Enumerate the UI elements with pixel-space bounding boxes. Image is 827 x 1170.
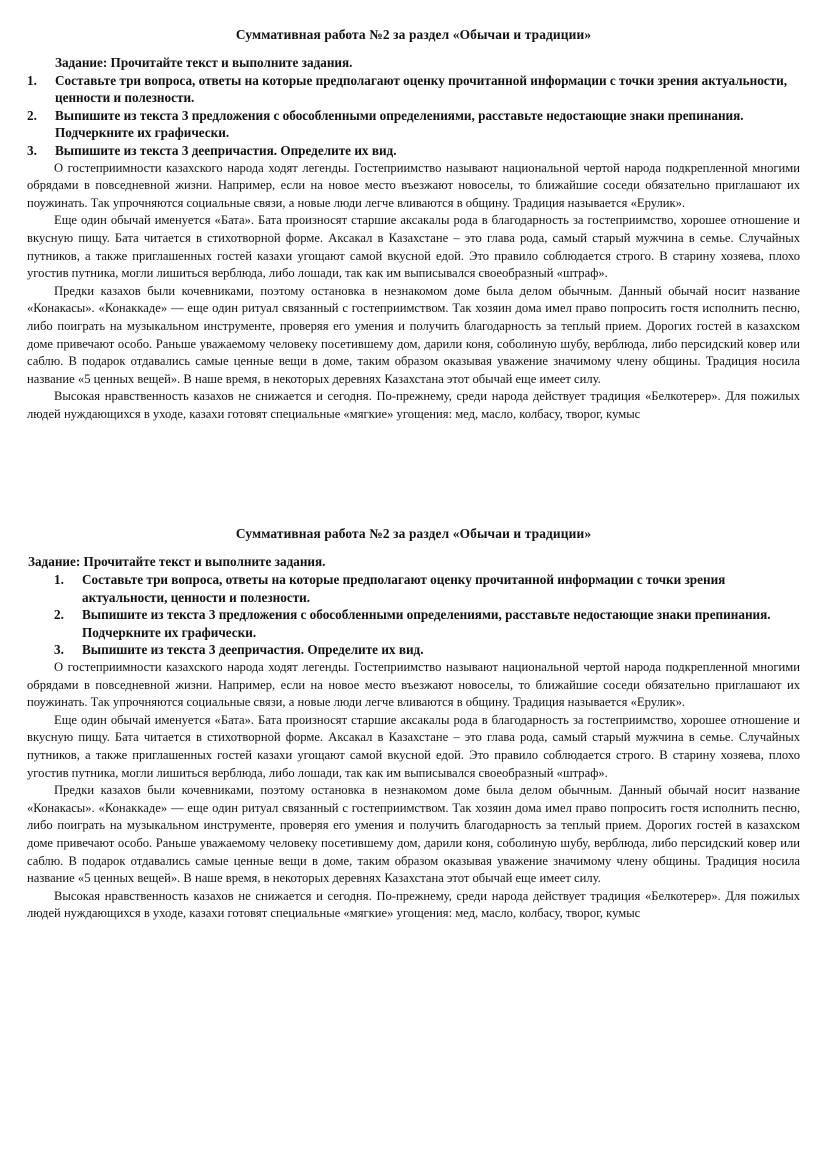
worksheet-section-2 — [0, 485, 827, 922]
task-instructions-heading: Задание: Прочитайте текст и выполните задания. — [55, 55, 353, 70]
page-title: Суммативная работа №2 за раздел «Обычаи и традиции» — [235, 526, 592, 542]
passage-paragraph: Высокая нравственность казахов не снижается и сегодня. По-прежнему, среди народа действует традиция «Белкотерер». Для пожилых людей нуждающихся в уходе, казахи готовят специальные «мягкие» угощения: мед, масло, колбасу, творог, кумыс — [27, 888, 800, 921]
task-item: Составьте три вопроса, ответы на которые предполагают оценку прочитанной информации с точки зрения актуальности, ценности и полезности. — [55, 72, 788, 106]
passage-paragraph: Высокая нравственность казахов не снижается и сегодня. По-прежнему, среди народа действует традиция «Белкотерер». Для пожилых людей нуждающихся в уходе, казахи готовят специальные «мягкие» угощения: мед, масло, колбасу, творог, кумыс — [27, 389, 800, 421]
passage-paragraph: Еще один обычай именуется «Бата». Бата произносят старшие аксакалы рода в благодарность за гостеприимство, хорошее отношение и вкусную пищу. Бата читается в стихотворной форме. Аксакал в Казахстане – это глава рода, самый старый мужчина в семье. Случайных путников, а также приглашенных гостей казахи угощают самой вкусной едой. Это правило соблюдается строго. В старину хозяева, плохо угостив путника, могли лишиться верблюда, либо лошади, так как им выписывался своеобразный «штраф». — [27, 712, 800, 780]
task-item: Выпишите из текста 3 деепричастия. Определите их вид. — [82, 642, 424, 658]
section-divider-space — [0, 423, 827, 485]
passage-paragraph: Предки казахов были кочевниками, поэтому остановка в незнакомом доме была делом обычным. Данный обычай носит название «Конакасы». «Конаккаде» — еще один ритуал связанный с гостеприимством. Так хозяин дома имел право попросить гостя исполнить песню, либо поиграть на музыкальном инструменте, проверяя его умения и получить благодарность за теплый прием. Дорогих гостей в казахском доме привечают особо. Раньше уважаемому человеку посетившему дом, дарили коня, соболиную шубу, верблюда, либо персидский ковер или саблю. В подарок отдавались самые ценные вещи в доме, таким образом оказывая уважение значимому члену общины. Традиция носила название «5 ценных вещей». В наше время, в некоторых деревнях Казахстана этот обычай еще имеет силу. — [27, 783, 800, 886]
reading-passage — [27, 160, 800, 424]
page-title: Суммативная работа №2 за раздел «Обычаи и традиции» — [235, 27, 592, 42]
task-item: Выпишите из текста 3 предложения с обособленными определениями, расставьте недостающие знаки препинания. Подчеркните их графически. — [82, 607, 771, 640]
passage-paragraph: Еще один обычай именуется «Бата». Бата произносят старшие аксакалы рода в благодарность за гостеприимство, хорошее отношение и вкусную пищу. Бата читается в стихотворной форме. Аксакал в Казахстане – это глава рода, самый старый мужчина в семье. Случайных путников, а также приглашенных гостей казахи угощают самой вкусной едой. Это правило соблюдается строго. В старину хозяева, плохо угостив путника, могли лишиться верблюда, либо лошади, так как им выписывался своеобразный «штраф». — [27, 213, 800, 281]
task-instructions-heading: Задание: Прочитайте текст и выполните задания. — [28, 554, 326, 570]
passage-paragraph: Предки казахов были кочевниками, поэтому остановка в незнакомом доме была делом обычным. Данный обычай носит название «Конакасы». «Конаккаде» — еще один ритуал связанный с гостеприимством. Так хозяин дома имел право попросить гостя исполнить песню, либо поиграть на музыкальном инструменте, проверяя его умения и получить благодарность за теплый прием. Дорогих гостей в казахском доме привечают особо. Раньше уважаемому человеку посетившему дом, дарили коня, соболиную шубу, верблюда, либо персидский ковер или саблю. В подарок отдавались самые ценные вещи в доме, таким образом оказывая уважение значимому члену общины. Традиция носила название «5 ценных вещей». В наше время, в некоторых деревнях Казахстана этот обычай еще имеет силу. — [27, 283, 800, 386]
task-item: Выпишите из текста 3 деепричастия. Определите их вид. — [55, 142, 397, 158]
task-item: Составьте три вопроса, ответы на которые предполагают оценку прочитанной информации с точки зрения актуальности, ценности и полезности. — [82, 572, 726, 605]
passage-paragraph: О гостеприимности казахского народа ходят легенды. Гостеприимство называют национальной чертой народа подкрепленной многими обрядами в повседневной жизни. Например, если на новое место въезжают новоселы, то ближайшие соседи обязательно приглашают их поужинать. Так упрочняются социальные связи, а новые люди легче вливаются в общину. Традиция называется «Ерулик». — [27, 660, 800, 710]
passage-paragraph: О гостеприимности казахского народа ходят легенды. Гостеприимство называют национальной чертой народа подкрепленной многими обрядами в повседневной жизни. Например, если на новое место въезжают новоселы, то ближайшие соседи обязательно приглашают их поужинать. Так упрочняются социальные связи, а новые люди легче вливаются в общину. Традиция называется «Ерулик». — [27, 160, 800, 210]
reading-passage — [27, 659, 800, 923]
task-list — [27, 72, 800, 160]
task-item: Выпишите из текста 3 предложения с обособленными определениями, расставьте недостающие знаки препинания. Подчеркните их графически. — [55, 107, 744, 141]
task-list — [27, 571, 800, 659]
worksheet-section-1 — [0, 0, 827, 423]
